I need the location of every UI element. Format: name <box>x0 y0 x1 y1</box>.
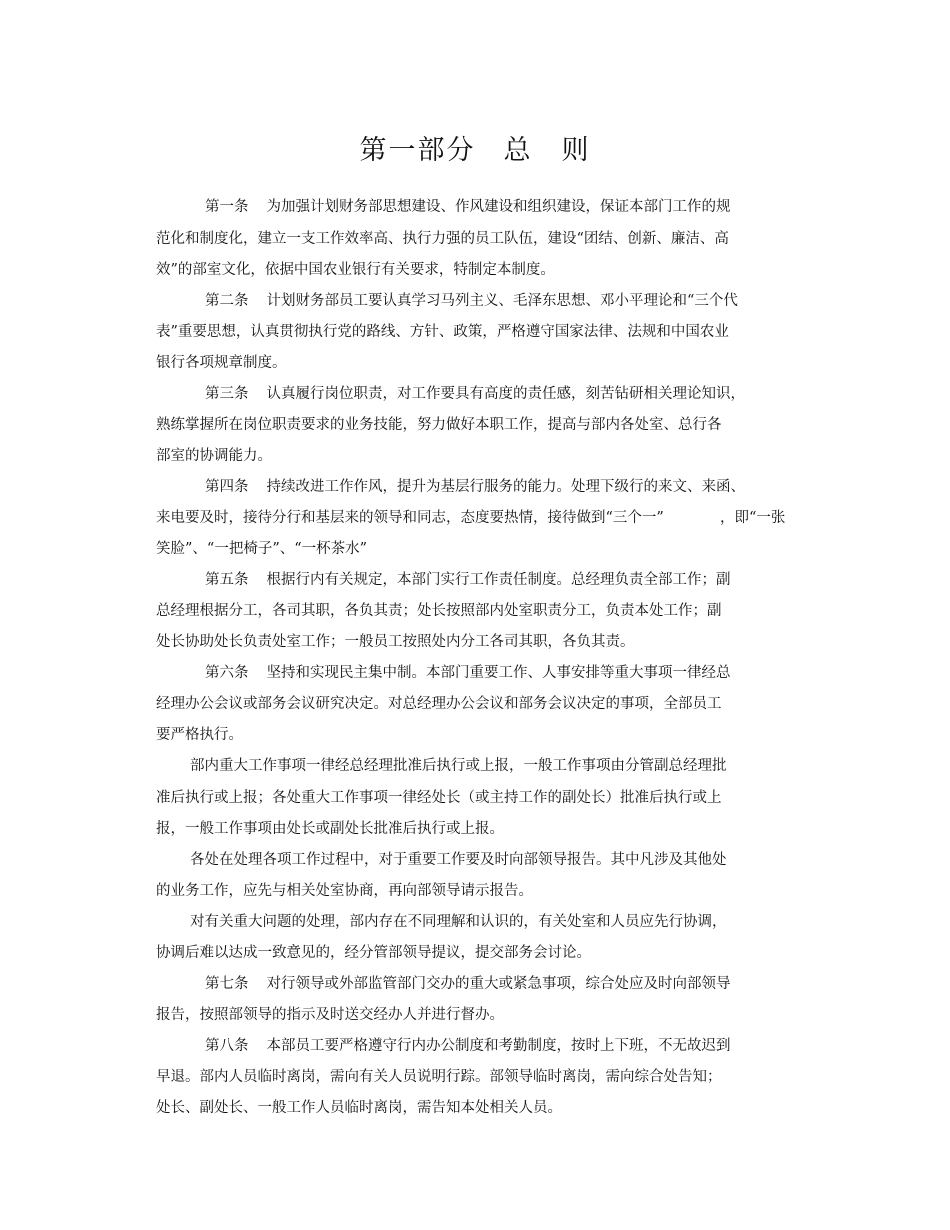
article-7-line-2: 报告，按照部领导的指示及时送交经办人并进行督办。 <box>156 1007 504 1023</box>
article-8-label: 第八条 <box>205 1038 249 1054</box>
article-5-line-1: 第五条 根据行内有关规定，本部门实行工作责任制度。总经理负责全部工作；副 <box>205 572 731 588</box>
paragraph-2-line-1: 各处在处理各项工作过程中，对于重要工作要及时向部领导报告。其中凡涉及其他处 <box>190 852 727 868</box>
article-5-line-3: 处长协助处长负责处室工作；一般员工按照处内分工各司其职，各负其责。 <box>156 634 635 650</box>
article-8-line-2: 早退。部内人员临时离岗，需向有关人员说明行踪。部领导临时离岗，需向综合处告知； <box>156 1069 722 1085</box>
article-5-line-2: 总经理根据分工，各司其职，各负其责；处长按照部内处室职责分工，负责本处工作；副 <box>156 603 722 619</box>
article-4-line-2-tail: ，即“一张 <box>720 510 786 526</box>
article-8-line-1: 第八条 本部员工要严格遵守行内办公制度和考勤制度，按时上下班，不无故迟到 <box>205 1038 731 1054</box>
article-4-line-2: 来电要及时，接待分行和基层来的领导和同志，态度要热情，接待做到“三个一” <box>156 510 664 526</box>
article-2-line-3: 银行各项规章制度。 <box>156 355 287 371</box>
paragraph-1-line-2: 准后执行或上报；各处重大工作事项一律经处长（或主持工作的副处长）批准后执行或上 <box>156 790 722 806</box>
article-2-label: 第二条 <box>205 293 249 309</box>
paragraph-3-line-2: 协调后难以达成一致意见的，经分管部领导提议，提交部务会讨论。 <box>156 945 591 961</box>
page-title <box>0 128 950 167</box>
article-6-line-2: 经理办公会议或部务会议研究决定。对总经理办公会议和部务会议决定的事项，全部员工 <box>156 696 722 712</box>
article-2-line-2: 表”重要思想，认真贯彻执行党的路线、方针、政策，严格遵守国家法律、法规和中国农业 <box>156 324 729 340</box>
article-3-line-1: 第三条 认真履行岗位职责，对工作要具有高度的责任感，刻苦钻研相关理论知识， <box>205 386 745 402</box>
article-2-line-1: 第二条 计划财务部员工要认真学习马列主义、毛泽东思想、邓小平理论和“三个代 <box>205 293 738 309</box>
article-3-label: 第三条 <box>205 386 249 402</box>
article-5-label: 第五条 <box>205 572 249 588</box>
paragraph-3-line-1: 对有关重大问题的处理，部内存在不同理解和认识的，有关处室和人员应先行协调， <box>190 914 727 930</box>
article-1-label: 第一条 <box>205 199 249 215</box>
article-3-line-2: 熟练掌握所在岗位职责要求的业务技能，努力做好本职工作，提高与部内各处室、总行各 <box>156 417 722 433</box>
article-7-line-1: 第七条 对行领导或外部监管部门交办的重大或紧急事项，综合处应及时向部领导 <box>205 976 731 992</box>
article-8-line-3: 处长、副处长、一般工作人员临时离岗，需告知本处相关人员。 <box>156 1100 562 1116</box>
article-7-label: 第七条 <box>205 976 249 992</box>
article-4-label: 第四条 <box>205 479 249 495</box>
article-1-line-2: 范化和制度化，建立一支工作效率高、执行力强的员工队伍，建设“团结、创新、廉洁、高 <box>156 231 729 247</box>
article-1-line-3: 效”的部室文化，依据中国农业银行有关要求，特制定本制度。 <box>156 262 555 278</box>
article-4-line-1: 第四条 持续改进工作作风，提升为基层行服务的能力。处理下级行的来文、来函、 <box>205 479 745 495</box>
title-part: 第一部分 <box>359 135 476 166</box>
article-3-line-3: 部室的协调能力。 <box>156 448 272 464</box>
paragraph-1-line-3: 报，一般工作事项由处长或副处长批准后执行或上报。 <box>156 821 504 837</box>
title-name: 总 则 <box>503 135 591 166</box>
article-4-line-3: 笑脸”、“一把椅子”、“一杯茶水” <box>156 541 368 557</box>
article-6-label: 第六条 <box>205 665 249 681</box>
paragraph-2-line-2: 的业务工作，应先与相关处室协商，再向部领导请示报告。 <box>156 883 533 899</box>
article-6-line-1: 第六条 坚持和实现民主集中制。本部门重要工作、人事安排等重大事项一律经总 <box>205 665 731 681</box>
paragraph-1-line-1: 部内重大工作事项一律经总经理批准后执行或上报，一般工作事项由分管副总经理批 <box>190 758 727 774</box>
article-6-line-3: 要严格执行。 <box>156 727 243 743</box>
article-1-line-1: 第一条 为加强计划财务部思想建设、作风建设和组织建设，保证本部门工作的规 <box>205 199 731 215</box>
